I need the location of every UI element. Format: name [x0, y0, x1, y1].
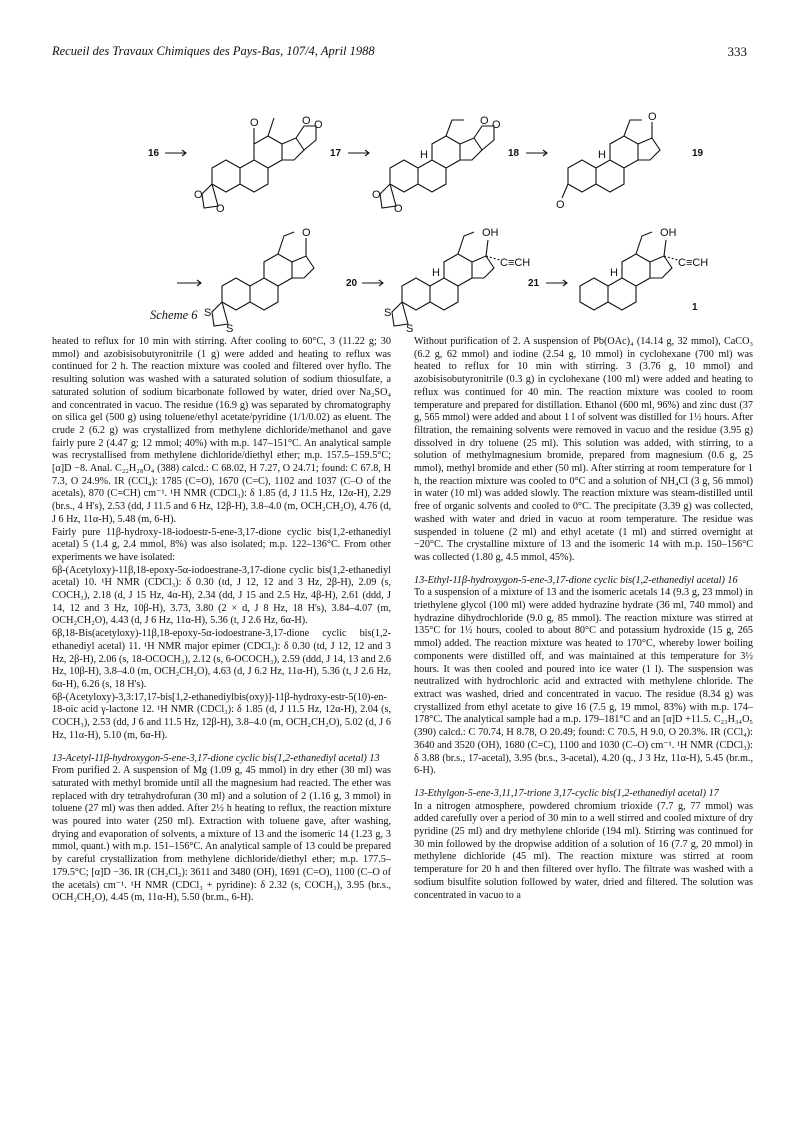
- scheme-caption: Scheme 6: [150, 308, 198, 322]
- section-heading: 13-Acetyl-11β-hydroxygon-5-ene-3,17-dione cyclic bis(1,2-ethanediyl acetal) 13: [52, 752, 380, 764]
- compound-21-label: 21: [528, 278, 540, 289]
- svg-text:S: S: [204, 307, 212, 319]
- svg-text:O: O: [480, 115, 489, 127]
- svg-text:O: O: [492, 119, 501, 131]
- paragraph: heated to reflux for 10 min with stirring. After cooling to 60°C, 3 (11.22 g; 30 mmol) and azobisisobutyronitrile (1 g) were added and heating to reflux was continued for 2 h. The reaction mixture was cooled and filtered over hyflo. The resulting solution was washed with a saturated solution of sodium thiosulfate, a saturated solution of sodium bicarbonate followed by water, dried over Na₂SO₄ and concentrated in vacuo. The residue (16.9 g) was separated by chromatography on silica gel (500 g) using toluene/ethyl acetate/pyridine (1/1/0.02) as eluent. The crude 2 (6.2 g) was crystallized from methylene dichloride/methanol and gave fairly pure 2 (4.47 g; 12 mmol; 40%) with m.p. 147–151°C. An analytical sample was recrystallised from methylene dichloride/diethyl ether; m.p. 157.5–159.5°C; [α]D −8. Anal. C₂₂H₂₈O₄ (388) calcd.: C 68.02, H 7.27, O 24.71; found: C 67.8, H 7.3, O 24.9%. IR (CCl₄): 1785 (C=O), 1670 (C=C), 1102 and 1037 (C–O of the acetals), 870 (C=CH) cm⁻¹. ¹H NMR (CDCl₃): δ 1.85 (d, J 11.5 Hz, 12α-H), 2.29 (br.s., 4 H's), 2.53 (dd, J 11.5 and 6 Hz, 12β-H), 3.8–4.0 (m, OCH₂CH₂O), 4.76 (d, J 6 Hz, 11α-H), 5.48 (m, 6-H).: [52, 336, 391, 525]
- section-heading: 13-Ethylgon-5-ene-3,11,17-trione 3,17-cyclic bis(1,2-ethanediyl acetal) 17: [414, 787, 719, 799]
- structure-18: [372, 115, 501, 215]
- compound-17-label: 17: [330, 148, 342, 159]
- svg-text:O: O: [194, 189, 203, 201]
- paragraph: To a suspension of a mixture of 13 and the isomeric acetals 14 (9.3 g, 23 mmol) in triethylene glycol (100 ml) were added hydrazine hydrate (36 ml, 740 mmol) and hydrazine dihydrochloride (9.0 g, 85 mmol). The reaction mixture was stirred at 135°C for 1½ hours, cooled to about 80°C and potassium hydroxide (15 g, 265 mmol) added. The reaction mixture was heated to 170°C, whereby lower boiling components were distilled off, and was maintained at this temperature for 3½ hours. It was then cooled and poured into ice water (1 l). The suspension was neutralized with hydrochloric acid and extracted with methylene chloride. The extract was washed, dried and concentrated in vacuo. The residue (8.34 g) was crystallized from ethyl acetate to give 16 (7.5 g, 19 mmol, 83%) with m.p. 174–178°C. The analytical sample had a m.p. 179–181°C and an [α]D +11.5. C₂₃H₃₄O₅ (390) calcd.: C 70.74, H 8.78, O 20.49; found: C 70.5, H 9.0, O 20.3%. IR (CCl₄): 3640 and 3520 (OH), 1680 (C=C), 1100 and 1030 (C–O) cm⁻¹. ¹H NMR (CDCl₃): δ 3.88 (br.s., 17-acetal), 3.95 (br.s., 3-acetal), 4.20 (q., J 3 Hz, 11α-H), 5.45 (br.m., 6-H).: [414, 587, 753, 777]
- structure-21: [384, 227, 530, 333]
- compound-20-label: 20: [346, 278, 358, 289]
- svg-text:O: O: [372, 189, 381, 201]
- svg-text:S: S: [384, 307, 392, 319]
- svg-text:C≡CH: C≡CH: [678, 257, 709, 269]
- paragraph: 6β,18-Bis(acetyloxy)-11β,18-epoxy-5α-iodoestrane-3,17-dione cyclic bis(1,2-ethanediyl acetal) 11. ¹H NMR major epimer (CDCl₃): δ 0.30 (td, J 12, 12 and 3 Hz, 2β-H), 2.06 (s, 18-OCOCH₃), 2.12 (s, 6-OCOCH₃), 2.59 (ddd, J 14, 13 and 2.6 Hz, 10β-H), 3.8–4.0 (m, OCH₂CH₂O), 4.63 (d, J 6.2 Hz, 11α-H), 5.36 (t, J 2.6 Hz, 6α-H), 6.26 (s, 18 H's).: [52, 628, 391, 690]
- page-number: 333: [727, 44, 747, 59]
- svg-text:S: S: [226, 323, 234, 333]
- svg-text:O: O: [216, 203, 225, 215]
- section-heading: 13-Ethyl-11β-hydroxygon-5-ene-3,17-dione cyclic bis(1,2-ethanediyl acetal) 16: [414, 574, 738, 586]
- svg-text:H: H: [420, 149, 428, 161]
- scheme-diagram: [52, 88, 747, 333]
- compound-18-label: 18: [508, 148, 520, 159]
- svg-text:O: O: [302, 115, 311, 127]
- compound-1-label: 1: [692, 302, 698, 313]
- svg-text:C≡CH: C≡CH: [500, 257, 531, 269]
- svg-text:O: O: [302, 227, 311, 239]
- paragraph: Fairly pure 11β-hydroxy-18-iodoestr-5-ene-3,17-dione cyclic bis(1,2-ethanediyl acetal) 5 (1.4 g, 2.4 mmol, 8%) was also isolated; m.p. 122–136°C. From other experiments we have isolated:: [52, 526, 391, 563]
- paragraph: 6β-(Acetyloxy)-11β,18-epoxy-5α-iodoestrane-3,17-dione cyclic bis(1,2-ethanediyl acetal) 10. ¹H NMR (CDCl₃): δ 0.30 (td, J 12, 12 and 3 Hz, 2β-H), 2.09 (s, COCH₃), 2.18 (d, J 15 Hz, 4α-H), 2.34 (dd, J 15 and 2.5 Hz, 4β-H), 2.61 (ddd, J 14, 12 and 3 Hz, 10β-H), 3.73, 3.80 (2 × d, J 8 Hz, 18 H's), 3.84–4.07 (m, OCH₂CH₂O), 4.43 (d, J 6 Hz, 11α-H), 5.36 (t, J 2.6 Hz, 6α-H).: [52, 564, 391, 627]
- page-header: [52, 44, 747, 64]
- svg-text:O: O: [314, 119, 323, 131]
- left-column: [52, 336, 391, 905]
- svg-text:O: O: [556, 199, 565, 211]
- reaction-scheme: [52, 88, 747, 333]
- paragraph: In a nitrogen atmosphere, powdered chromium trioxide (7.7 g, 77 mmol) was added carefully over a period of 30 min to a well stirred and cooled mixture of dry pyridine (25 ml) and dry methylene chloride (194 ml). Stirring was continued for 30 min followed by the dropwise addition of a solution of 16 (7.7 g, 20 mmol) in methylene dichloride (45 ml). The reaction mixture was stirred at room temperature for 20 h and then filtered over hyflo. The filtrate was washed with a sodium bisulfite solution followed by water, dried and filtered. The solution was concentrated in vacuo to a: [414, 800, 753, 901]
- svg-text:O: O: [394, 203, 403, 215]
- svg-text:O: O: [250, 117, 259, 129]
- paragraph: From purified 2. A suspension of Mg (1.09 g, 45 mmol) in dry ether (30 ml) was saturated with methyl bromide until all the magnesium had reacted. The ether was replaced with dry tetrahydrofuran (30 ml) and a solution of 2 (1.16 g, 3 mmol) in toluene (27 ml) was then added. After 2½ h heating to reflux, the reaction mixture was poured into water (250 ml). Extraction with toluene gave, after washing, drying and evaporation of solvents, a mixture of 13 and the isomeric 14 (1.23 g, 3 mmol, quant.) with m.p. 151–156°C. An analytical sample of 13 could be prepared by careful crystallization from methylene dichloride/diethyl ether; m.p. 177.5–179.5°C; [α]D −36. IR (CH₂Cl₂): 3611 and 3480 (OH), 1691 (C=O), 1100 (C–O of the acetals) cm⁻¹. ¹H NMR (CDCl₃ + pyridine): δ 2.32 (s, COCH₃), 3.95 (br.s., OCH₂CH₂O), 4.45 (m, 11α-H), 5.50 (br.m., 6-H).: [52, 765, 391, 904]
- compound-19-label: 19: [692, 148, 704, 159]
- structure-17: [194, 115, 323, 215]
- structure-1: [580, 227, 708, 310]
- svg-text:H: H: [432, 267, 440, 279]
- compound-16-label: 16: [148, 148, 160, 159]
- journal-title: Recueil des Travaux Chimiques des Pays-Bas, 107/4, April 1988: [52, 44, 375, 58]
- right-column: [414, 336, 753, 902]
- structure-19: [556, 111, 660, 211]
- structure-20: [204, 227, 314, 333]
- svg-text:H: H: [610, 267, 618, 279]
- svg-text:H: H: [598, 149, 606, 161]
- paragraph: 6β-(Acetyloxy)-3,3:17,17-bis[1,2-ethanediylbis(oxy)]-11β-hydroxy-estr-5(10)-en-18-oic acid γ-lactone 12. ¹H NMR (CDCl₃): δ 1.85 (d, J 11.5 Hz, 12α-H), 2.04 (s, COCH₃), 2.53 (dd, J 6 and 11.5 Hz, 12β-H), 3.8–4.0 (m, OCH₂CH₂O), 5.02 (d, J 6 Hz, 11α-H), 5.10 (m, 6α-H).: [52, 691, 391, 741]
- paragraph: Without purification of 2. A suspension of Pb(OAc)₄ (14.14 g, 32 mmol), CaCO₃ (6.2 g, 62 mmol) and iodine (2.54 g, 10 mmol) in cyclohexane (700 ml) was heated to reflux for 10 min with stirring. 3 (3.76 g, 10 mmol) and azobisisobutyronitrile (0.3 g) in cyclohexane (100 ml) were added and heating to reflux was continued for 40 min. The reaction mixture was cooled to room temperature and prepared for distillation. Ethanol (600 ml, 96%) and zinc dust (37 g, 565 mmol) were added and about 1 l of solvent was distilled for 1½ hours. After filtration, the remaining solvents were removed in vacuo and the residue (3.95 g) dissolved in dry toluene (25 ml). This solution was added, with stirring, to a solution of methylmagnesium bromide, prepared from magnesium (0.6 g, 25 mmol), methyl bromide and ether (50 ml). After stirring at room temperature for 1 h, the reaction mixture was cooled to 0°C and a solution of NH₄Cl (3 g, 56 mmol) in water (10 ml) was added slowly. The reaction mixture was steam-distilled until free of organic solvents and cooled to 0°C. The precipitate (3.39 g) was collected, washed with water and dried in vacuo at room temperature. The residue was suspended in toluene (2 ml) and ethyl acetate (1 ml) and stirred overnight at −20°C. The crystalline mixture of 13 and the isomeric 14 with m.p. 150–156°C was collected (1.80 g, 4.5 mmol, 45%).: [414, 336, 753, 563]
- svg-text:OH: OH: [482, 227, 499, 239]
- svg-text:S: S: [406, 323, 414, 333]
- svg-text:O: O: [648, 111, 657, 123]
- svg-text:OH: OH: [660, 227, 677, 239]
